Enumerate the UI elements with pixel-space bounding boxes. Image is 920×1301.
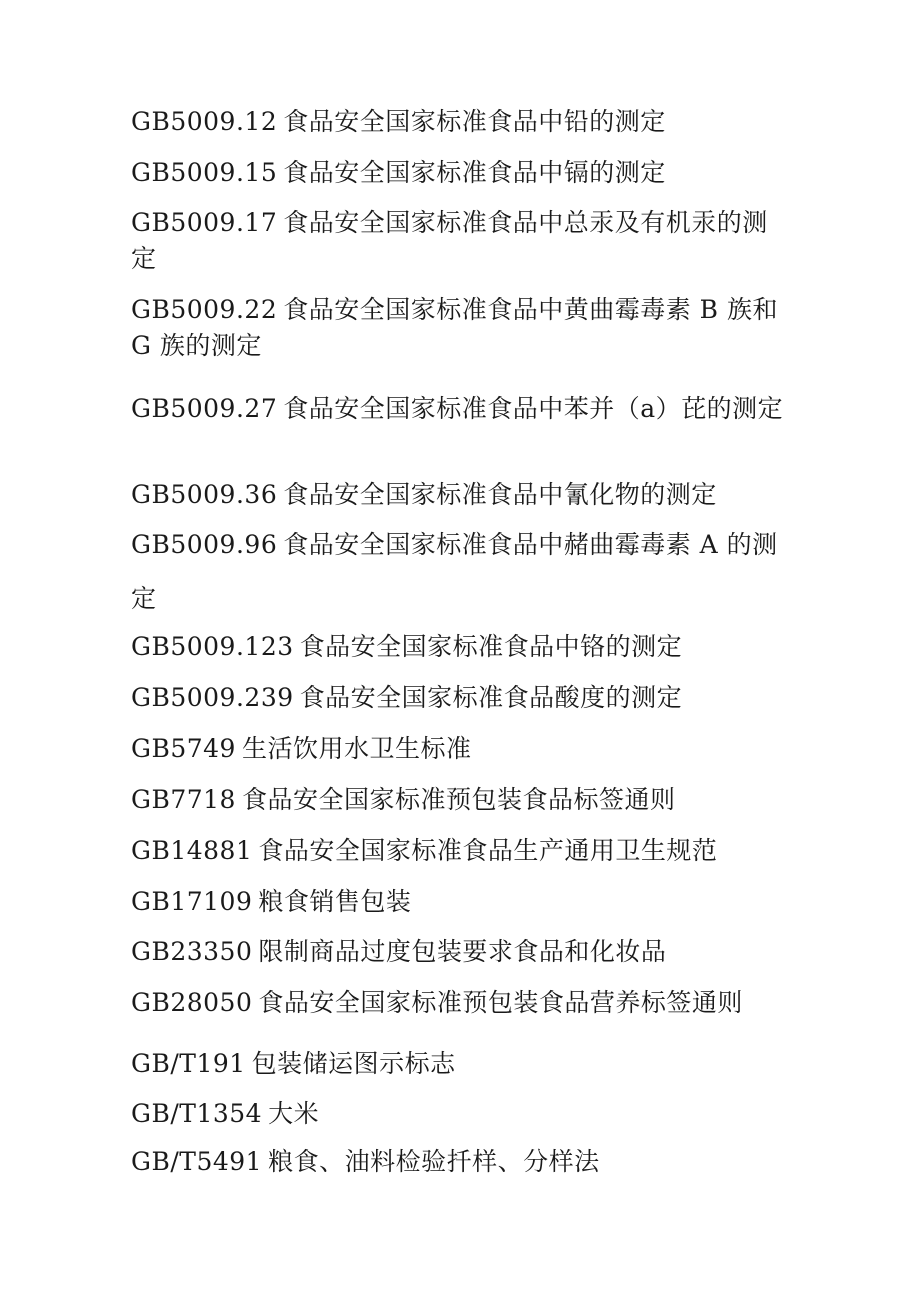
standard-title: 限制商品过度包装要求食品和化妆品 xyxy=(258,937,667,966)
standard-code: GB5009.36 xyxy=(131,480,278,509)
standard-title: 食品安全国家标准食品中黄曲霉毒素 B 族和 G 族的测定 xyxy=(131,295,779,360)
standard-item-2 xyxy=(131,155,791,191)
standard-code: GB5009.96 xyxy=(131,530,278,559)
standard-item-6 xyxy=(131,477,791,513)
standard-title: 粮食销售包装 xyxy=(258,887,412,916)
standard-code: GB5009.22 xyxy=(131,295,278,324)
standard-code: GB14881 xyxy=(131,836,253,865)
standard-code: GB23350 xyxy=(131,937,253,966)
standard-item-1 xyxy=(131,104,791,140)
standard-code: GB5009.27 xyxy=(131,394,278,423)
standard-item-11 xyxy=(131,782,791,818)
standard-item-3 xyxy=(131,205,791,277)
standard-title: 大米 xyxy=(268,1099,320,1128)
standard-title: 食品安全国家标准食品中氰化物的测定 xyxy=(283,480,717,509)
standard-code: GB5009.12 xyxy=(131,107,278,136)
standard-code: GB17109 xyxy=(131,887,253,916)
standard-title: 食品安全国家标准食品中苯并（a）芘的测定 xyxy=(283,394,784,423)
standard-code: GB7718 xyxy=(131,785,236,814)
standard-code: GB5009.15 xyxy=(131,158,278,187)
standard-item-12 xyxy=(131,833,791,869)
standard-item-5 xyxy=(131,378,791,440)
standard-title: 食品安全国家标准食品中铅的测定 xyxy=(283,107,666,136)
standard-code: GB5009.17 xyxy=(131,208,278,237)
standard-title: 生活饮用水卫生标准 xyxy=(241,734,472,763)
standard-code: GB5009.239 xyxy=(131,683,294,712)
standard-item-16 xyxy=(131,1046,791,1082)
standard-item-17 xyxy=(131,1096,791,1132)
standard-item-18 xyxy=(131,1144,791,1180)
standard-title: 食品安全国家标准预包装食品营养标签通则 xyxy=(258,988,743,1017)
standard-title: 食品安全国家标准预包装食品标签通则 xyxy=(241,785,676,814)
standard-title: 食品安全国家标准食品中铬的测定 xyxy=(299,632,683,661)
standard-title: 食品安全国家标准食品酸度的测定 xyxy=(299,683,683,712)
standard-code: GB/T191 xyxy=(131,1049,246,1078)
standard-item-14 xyxy=(131,934,791,970)
standard-title: 食品安全国家标准食品中赭曲霉毒素 A 的测定 xyxy=(131,530,778,613)
standard-item-15 xyxy=(131,985,791,1021)
standard-item-8 xyxy=(131,629,791,665)
standard-item-9 xyxy=(131,680,791,716)
standard-item-10 xyxy=(131,731,791,767)
standard-title: 包装储运图示标志 xyxy=(251,1049,456,1078)
standard-title: 食品安全国家标准食品生产通用卫生规范 xyxy=(258,836,718,865)
standard-code: GB/T5491 xyxy=(131,1147,263,1176)
standard-title: 食品安全国家标准食品中镉的测定 xyxy=(283,158,666,187)
standard-item-13 xyxy=(131,884,791,920)
standard-code: GB/T1354 xyxy=(131,1099,263,1128)
standard-item-7 xyxy=(131,518,791,626)
standard-code: GB28050 xyxy=(131,988,253,1017)
standard-title: 粮食、油料检验扦样、分样法 xyxy=(268,1147,600,1176)
standard-title: 食品安全国家标准食品中总汞及有机汞的测定 xyxy=(131,208,768,273)
standard-code: GB5009.123 xyxy=(131,632,294,661)
standard-code: GB5749 xyxy=(131,734,236,763)
standard-item-4 xyxy=(131,292,791,364)
